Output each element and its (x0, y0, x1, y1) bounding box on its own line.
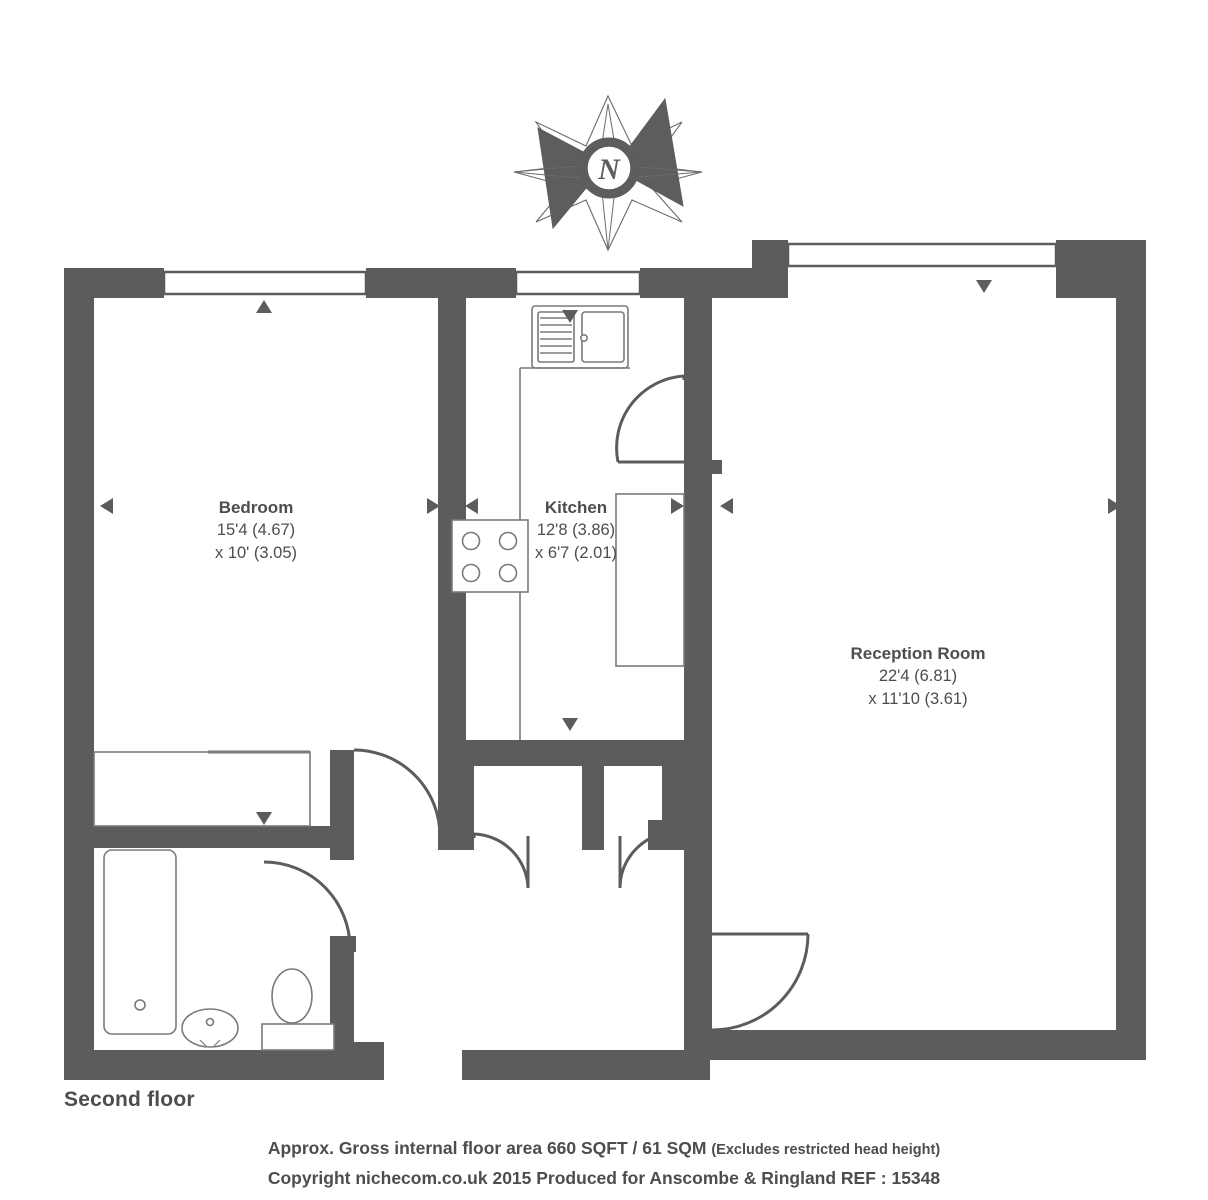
plan-footer (0, 1134, 1208, 1192)
footer-area-main: Approx. Gross internal floor area 660 SQFT / 61 SQM (267, 1138, 707, 1158)
footer-area-line (0, 1134, 1208, 1164)
footer-area-note: (Excludes restricted head height) (711, 1142, 941, 1158)
room-name-reception-room: Reception Room (850, 644, 986, 663)
wardrobe-icon (94, 752, 310, 826)
room-label-kitchen (476, 496, 676, 565)
room-dim-bedroom-2: x 10' (3.05) (214, 544, 298, 562)
compass-rose-icon (514, 96, 702, 250)
room-name-kitchen: Kitchen (544, 498, 608, 517)
toilet-icon (262, 969, 334, 1050)
room-dim-reception-2: x 11'10 (3.61) (868, 690, 968, 708)
room-label-bedroom (146, 496, 366, 565)
room-dim-kitchen-2: x 6'7 (2.01) (534, 544, 618, 562)
room-label-reception-room (796, 642, 1040, 711)
room-name-bedroom: Bedroom (218, 498, 294, 517)
floor-level-label: Second floor (64, 1088, 195, 1111)
fixtures (94, 306, 684, 1050)
footer-copyright-line: Copyright nichecom.co.uk 2015 Produced for Anscombe & Ringland REF : 15348 (267, 1168, 941, 1188)
door-swings (264, 376, 808, 1030)
compass-north-letter: N (598, 153, 620, 186)
room-dim-reception-1: 22'4 (6.81) (878, 667, 958, 685)
room-dim-kitchen-1: 12'8 (3.86) (536, 521, 616, 539)
kitchen-sink-icon (532, 306, 628, 368)
washbasin-icon (182, 1009, 238, 1047)
room-dim-bedroom-1: 15'4 (4.67) (216, 521, 296, 539)
bathtub-icon (104, 850, 176, 1034)
